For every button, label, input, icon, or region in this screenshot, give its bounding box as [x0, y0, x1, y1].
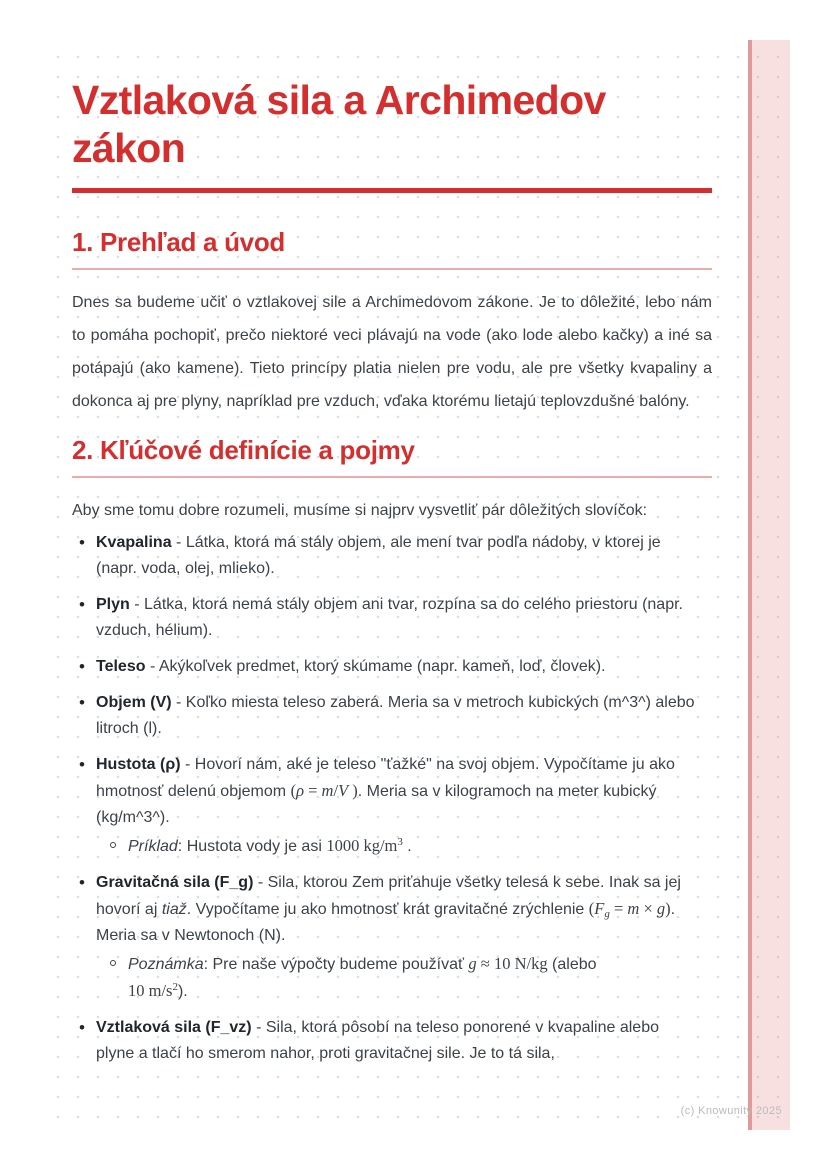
text-segment: V	[338, 781, 349, 800]
text-segment: : Pre naše výpočty budeme používať	[203, 956, 469, 973]
list-item-text	[96, 654, 700, 680]
text-segment: .	[402, 838, 412, 855]
section-heading: 2. Kľúčové definície a pojmy	[72, 435, 415, 465]
text-segment: Kvapalina	[96, 534, 172, 551]
text-segment: tiaž	[161, 901, 187, 918]
list-item-text	[96, 870, 700, 949]
section	[72, 434, 712, 1067]
page-title: Vztlaková sila a Archimedov zákon	[72, 77, 606, 171]
sections	[72, 226, 712, 1067]
copyright-watermark: (c) Knowunity 2025	[680, 1105, 782, 1117]
content-column	[72, 76, 712, 1067]
list-item-text	[96, 592, 700, 644]
text-segment: Plyn	[96, 596, 130, 613]
text-segment: Príklad	[128, 838, 178, 855]
text-segment: 10 m/s	[128, 981, 173, 1000]
text-segment: ×	[639, 899, 657, 918]
section	[72, 226, 712, 418]
notes-sheet	[45, 40, 790, 1130]
list-item	[72, 752, 700, 860]
text-segment: ≈ 10 N/kg	[476, 954, 548, 973]
text-segment: (	[588, 899, 595, 918]
list-item	[72, 690, 700, 742]
text-segment: - Látka, ktorá má stály objem, ale mení tvar podľa nádoby, v ktorej je (napr. voda, olej, mlieko).	[96, 534, 661, 577]
text-segment: m	[321, 781, 334, 800]
sub-list-item	[96, 951, 700, 1005]
list-item	[72, 654, 700, 680]
text-segment: g	[468, 954, 477, 973]
paragraph: Dnes sa budeme učiť o vztlakovej sile a Archimedovom zákone. Je to dôležité, lebo nám to pomáha pochopiť, prečo niektoré veci plávajú na vode (ako lode alebo kačky) a iné sa potápajú (ako kamene). Tieto princípy platia nielen pre vodu, ale pre všetky kvapaliny a dokonca aj pre plyny, napríklad pre vzduch, vďaka ktorému lietajú teplovzdušné balóny.	[72, 294, 712, 410]
list-item-text	[96, 752, 700, 831]
paragraph: Aby sme tomu dobre rozumeli, musíme si najprv vysvetliť pár dôležitých slovíčok:	[72, 502, 648, 519]
text-segment: Gravitačná sila (F_g)	[96, 874, 254, 891]
text-segment: =	[609, 899, 628, 918]
text-segment: g	[604, 908, 610, 920]
bullet-list	[72, 530, 700, 1067]
text-segment: . Vypočítame ju ako hmotnosť krát gravitačné zrýchlenie	[186, 901, 589, 918]
text-segment: =	[303, 781, 322, 800]
text-segment: 2	[172, 981, 178, 993]
text-segment: F	[594, 899, 605, 918]
text-segment: Poznámka	[128, 956, 204, 973]
list-item	[72, 530, 700, 582]
list-item-text	[96, 530, 700, 582]
text-segment: - Látka, ktorá nemá stály objem ani tvar, rozpína sa do celého priestoru (napr. vzduch, hélium).	[96, 596, 683, 639]
text-segment: - Hovorí nám, aké je teleso "ťažké" na svoj objem. Vypočítame ju ako hmotnosť delenú objemom	[96, 756, 675, 800]
text-segment: Hustota (ρ)	[96, 756, 181, 773]
list-item	[72, 1015, 700, 1067]
list-item-text	[96, 1015, 700, 1067]
text-segment: - Akýkoľvek predmet, ktorý skúmame (napr. kameň, loď, človek).	[145, 658, 606, 675]
text-segment: Vztlaková sila (F_vz)	[96, 1019, 252, 1036]
text-segment: - Koľko miesta teleso zaberá. Meria sa v metroch kubických (m^3^) alebo litroch (l).	[96, 694, 695, 737]
list-item	[72, 870, 700, 1005]
text-segment: m	[627, 899, 640, 918]
section-rule	[72, 268, 712, 270]
list-item-text	[96, 690, 700, 742]
text-segment: . Meria sa v Newtonoch (N).	[96, 901, 676, 944]
text-segment: )	[665, 899, 671, 918]
text-segment: Objem (V)	[96, 694, 172, 711]
text-segment: - Sila, ktorá pôsobí na teleso ponorené v kvapaline alebo plyne a tlačí ho smerom nahor, proti gravitačnej sile. Je to tá sila,	[96, 1019, 659, 1062]
text-segment: )	[348, 781, 358, 800]
text-segment: (alebo	[547, 956, 597, 973]
section-rule	[72, 476, 712, 478]
sub-list-item	[96, 833, 700, 860]
text-segment: Teleso	[96, 658, 146, 675]
text-segment: ).	[177, 983, 188, 1000]
text-segment: /	[333, 781, 339, 800]
text-segment: 3	[397, 836, 403, 848]
right-accent-band	[748, 40, 790, 1130]
text-segment: ρ	[296, 781, 304, 800]
title-rule	[72, 188, 712, 193]
list-item	[72, 592, 700, 644]
section-heading: 1. Prehľad a úvod	[72, 227, 285, 257]
text-segment: - Sila, ktorou Zem priťahuje všetky telesá k sebe. Inak sa jej hovorí aj	[96, 874, 681, 918]
text-segment: 1000 kg/m	[326, 836, 398, 855]
text-segment: : Hustota vody je asi	[177, 838, 327, 855]
text-segment: . Meria sa v kilogramoch na meter kubický (kg/m^3^).	[96, 783, 657, 826]
text-segment: (	[290, 781, 297, 800]
text-segment: g	[656, 899, 666, 918]
